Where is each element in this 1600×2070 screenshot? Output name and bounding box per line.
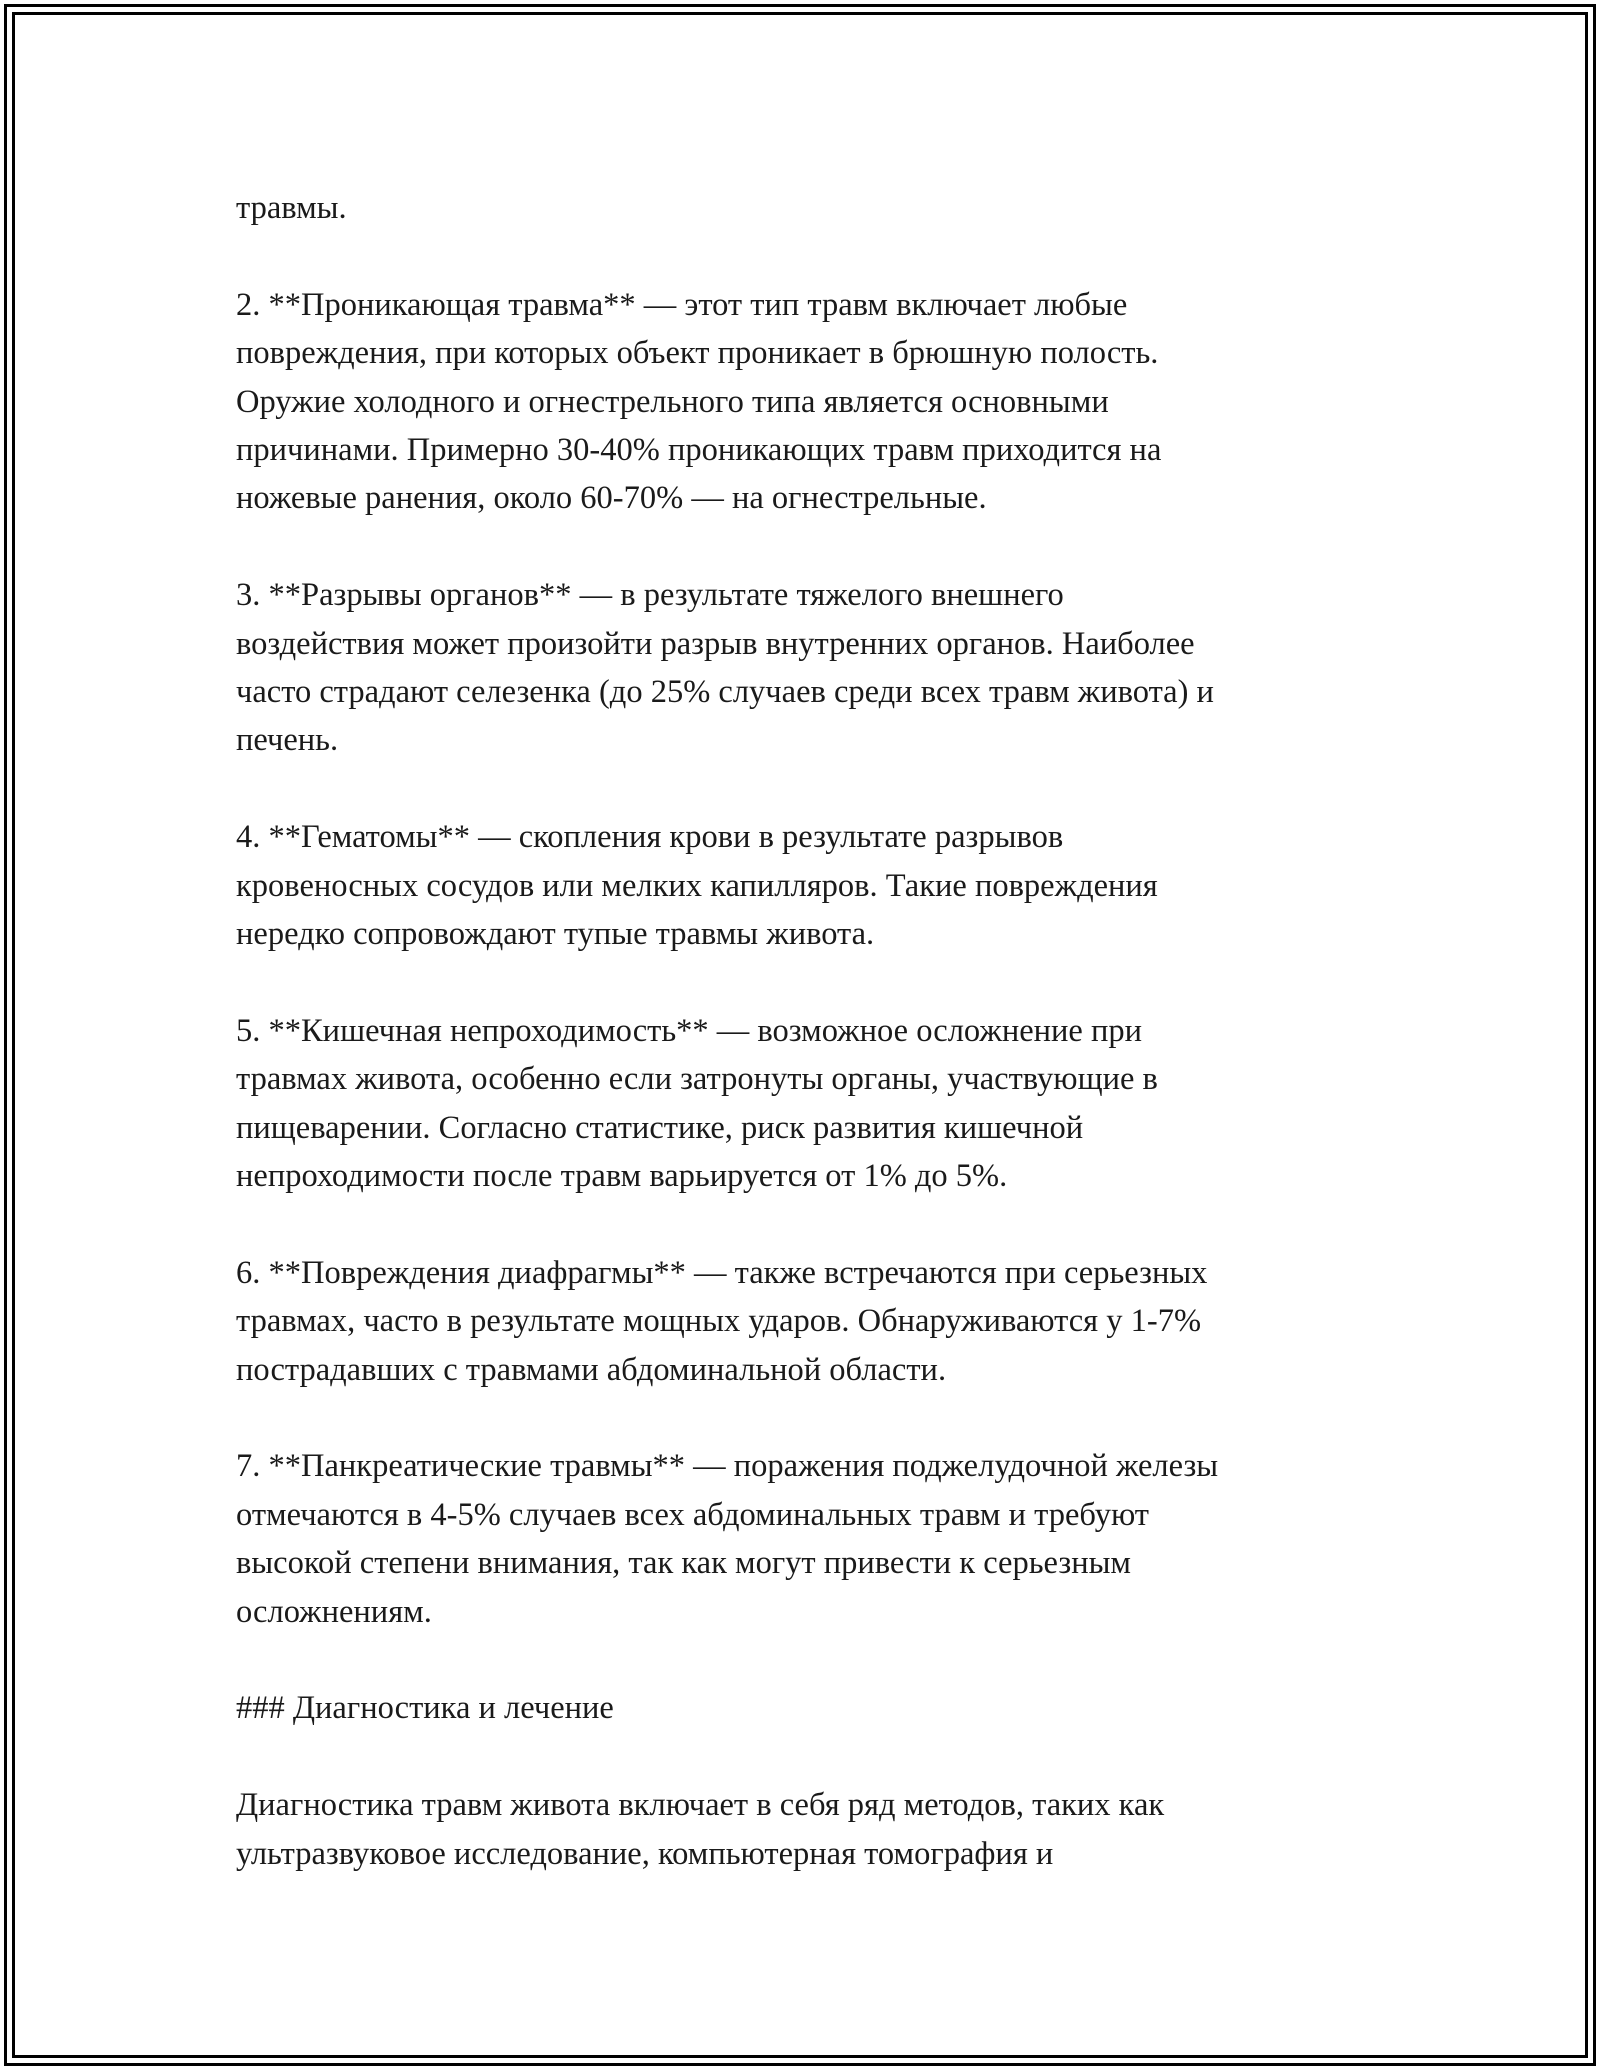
document-body (236, 184, 1376, 1878)
paragraph-continuation: травмы. (236, 190, 347, 226)
paragraph-diagnostics: Диагностика травм живота включает в себя ряд методов, таких как ультразвуковое исследование, компьютерная томография и (236, 1787, 1165, 1872)
list-item-intestinal-obstruction: 5. **Кишечная непроходимость** — возможное осложнение при травмах живота, особенно если затронуты органы, участвующие в пищеварении. Согласно статистике, риск развития кишечной непроходимости после травм варьируется от 1% до 5%. (236, 1012, 1158, 1195)
list-item-organ-ruptures: 3. **Разрывы органов** — в результате тяжелого внешнего воздействия может произойти разрыв внутренних органов. Наиболее часто страдают селезенка (до 25% случаев среди всех травм живота) и печень. (236, 577, 1214, 759)
list-item-hematomas: 4. **Гематомы** — скопления крови в результате разрывов кровеносных сосудов или мелких капилляров. Такие повреждения нередко сопровождают тупые травмы живота. (236, 819, 1158, 953)
list-item-pancreatic-trauma: 7. **Панкреатические травмы** — поражения поджелудочной железы отмечаются в 4-5% случаев всех абдоминальных травм и требуют высокой степени внимания, так как могут привести к серьезным осложнениям. (236, 1448, 1219, 1630)
list-item-penetrating-trauma: 2. **Проникающая травма** — этот тип травм включает любые повреждения, при которых объект проникает в брюшную полость. Оружие холодного и огнестрельного типа является основными причинами. Примерно 30-40% проникающих травм приходится на ножевые ранения, около 60-70% — на огнестрельные. (236, 286, 1162, 517)
list-item-diaphragm-injuries: 6. **Повреждения диафрагмы** — также встречаются при серьезных травмах, часто в результате мощных ударов. Обнаруживаются у 1-7% пострадавших с травмами абдоминальной области. (236, 1254, 1208, 1388)
section-heading: ### Диагностика и лечение (236, 1690, 614, 1727)
